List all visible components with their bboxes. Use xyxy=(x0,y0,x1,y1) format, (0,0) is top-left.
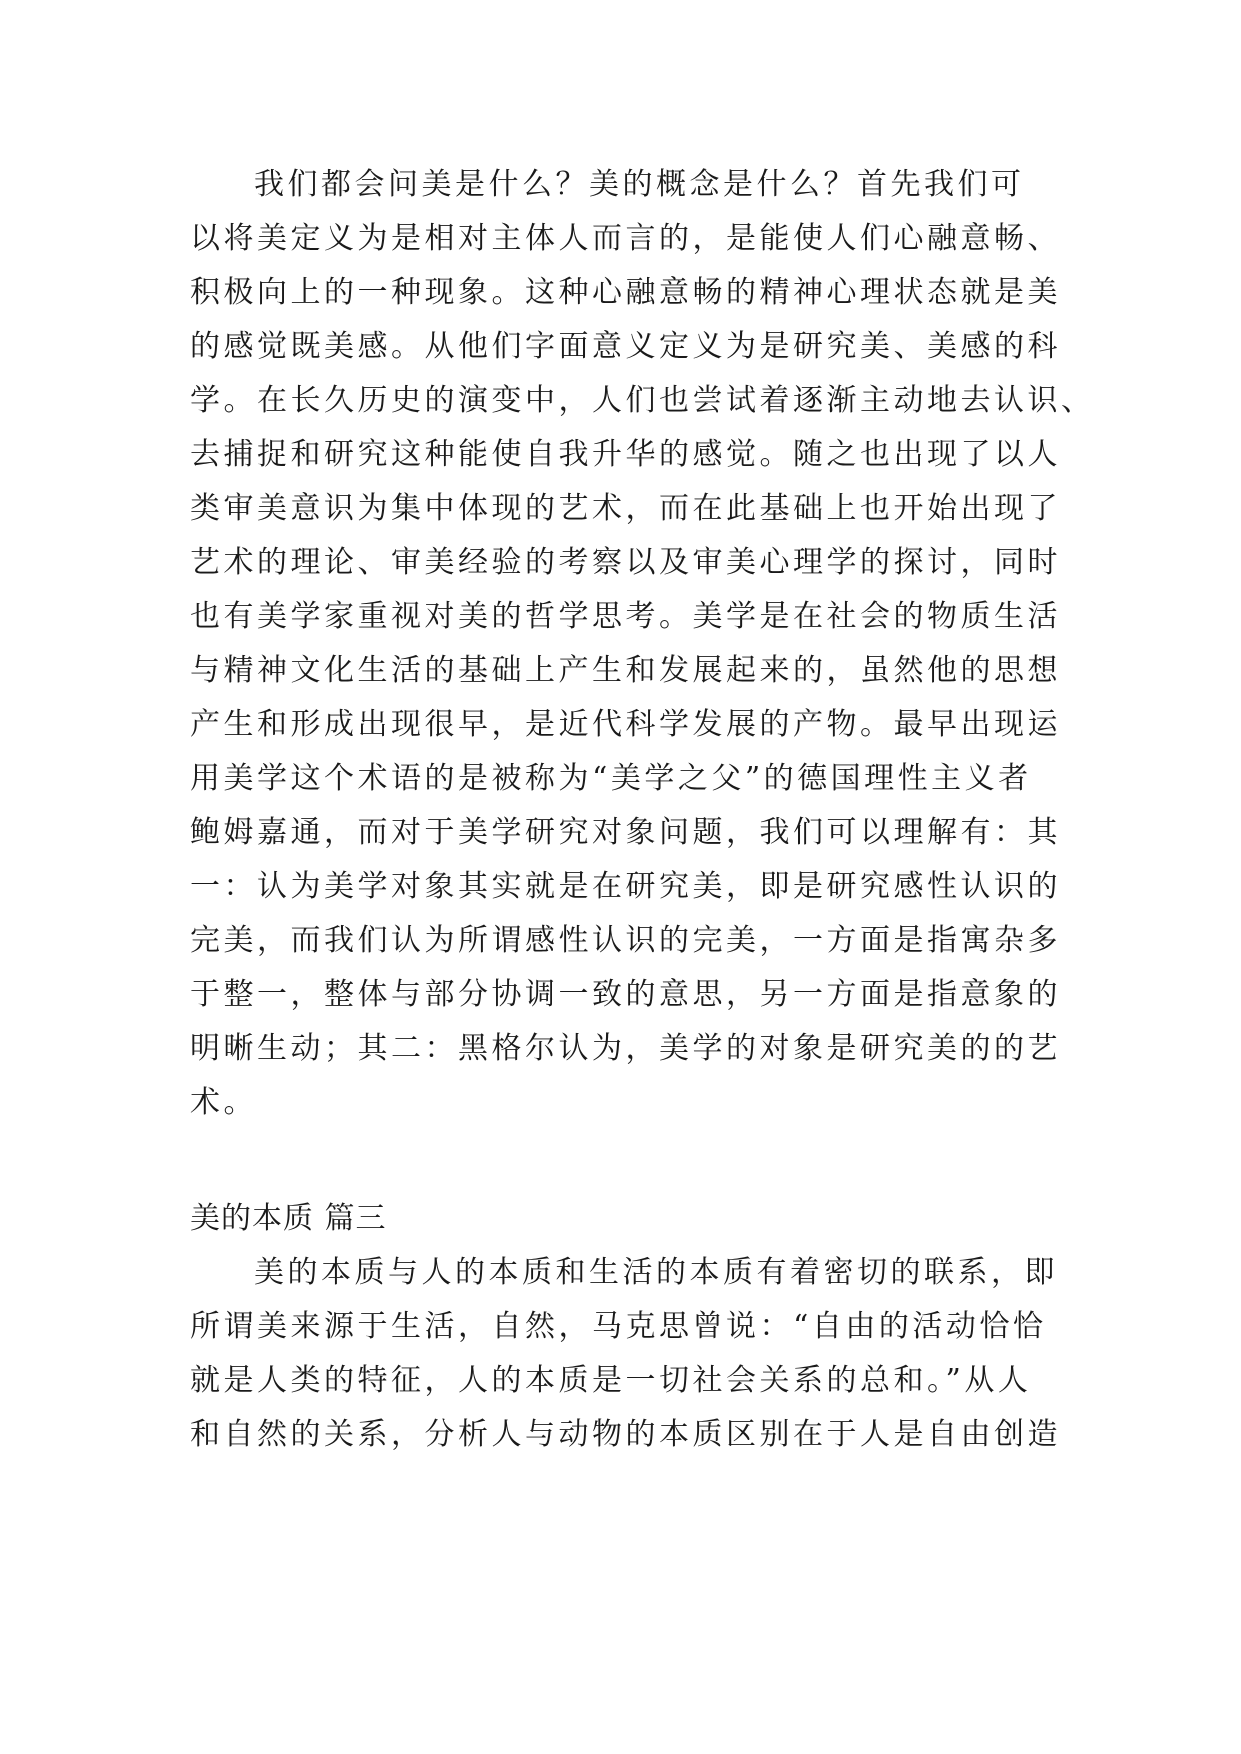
paragraph-2-line-1: 美的本质与人的本质和生活的本质有着密切的联系，即 xyxy=(254,1255,1058,1290)
paragraph-1-line-16: 于整一，整体与部分协调一致的意思，另一方面是指意象的 xyxy=(190,977,1061,1012)
paragraph-1-line-14: 一：认为美学对象其实就是在研究美，即是研究感性认识的 xyxy=(190,869,1061,904)
paragraph-1-line-2: 以将美定义为是相对主体人而言的，是能使人们心融意畅、 xyxy=(190,221,1061,256)
paragraph-2-line-2: 所谓美来源于生活，自然，马克思曾说：“自由的活动恰恰 xyxy=(190,1309,1047,1344)
paragraph-1-line-17: 明晰生动；其二：黑格尔认为，美学的对象是研究美的的艺 xyxy=(190,1031,1061,1066)
paragraph-2-line-4: 和自然的关系，分析人与动物的本质区别在于人是自由创造 xyxy=(190,1417,1061,1452)
paragraph-1-line-15: 完美，而我们认为所谓感性认识的完美，一方面是指寓杂多 xyxy=(190,923,1061,958)
paragraph-1-line-1: 我们都会问美是什么？美的概念是什么？首先我们可 xyxy=(254,167,1025,202)
paragraph-1-line-10: 与精神文化生活的基础上产生和发展起来的，虽然他的思想 xyxy=(190,653,1061,688)
paragraph-1-line-3: 积极向上的一种现象。这种心融意畅的精神心理状态就是美 xyxy=(190,275,1061,310)
paragraph-1-line-8: 艺术的理论、审美经验的考察以及审美心理学的探讨，同时 xyxy=(190,545,1061,580)
paragraph-1-line-18: 术。 xyxy=(190,1085,257,1120)
paragraph-1-line-11: 产生和形成出现很早，是近代科学发展的产物。最早出现运 xyxy=(190,707,1061,742)
paragraph-1-line-9: 也有美学家重视对美的哲学思考。美学是在社会的物质生活 xyxy=(190,599,1061,634)
section-heading: 美的本质 篇三 xyxy=(190,1201,387,1236)
paragraph-2-line-3: 就是人类的特征，人的本质是一切社会关系的总和。”从人 xyxy=(190,1363,1032,1398)
paragraph-1-line-6: 去捕捉和研究这种能使自我升华的感觉。随之也出现了以人 xyxy=(190,437,1061,472)
paragraph-1-line-4: 的感觉既美感。从他们字面意义定义为是研究美、美感的科 xyxy=(190,329,1061,364)
paragraph-1-line-12: 用美学这个术语的是被称为“美学之父”的德国理性主义者 xyxy=(190,761,1032,796)
paragraph-1-line-7: 类审美意识为集中体现的艺术，而在此基础上也开始出现了 xyxy=(190,491,1061,526)
paragraph-1-line-5: 学。在长久历史的演变中，人们也尝试着逐渐主动地去认识、 xyxy=(190,383,1095,418)
paragraph-1-line-13: 鲍姆嘉通，而对于美学研究对象问题，我们可以理解有：其 xyxy=(190,815,1061,850)
